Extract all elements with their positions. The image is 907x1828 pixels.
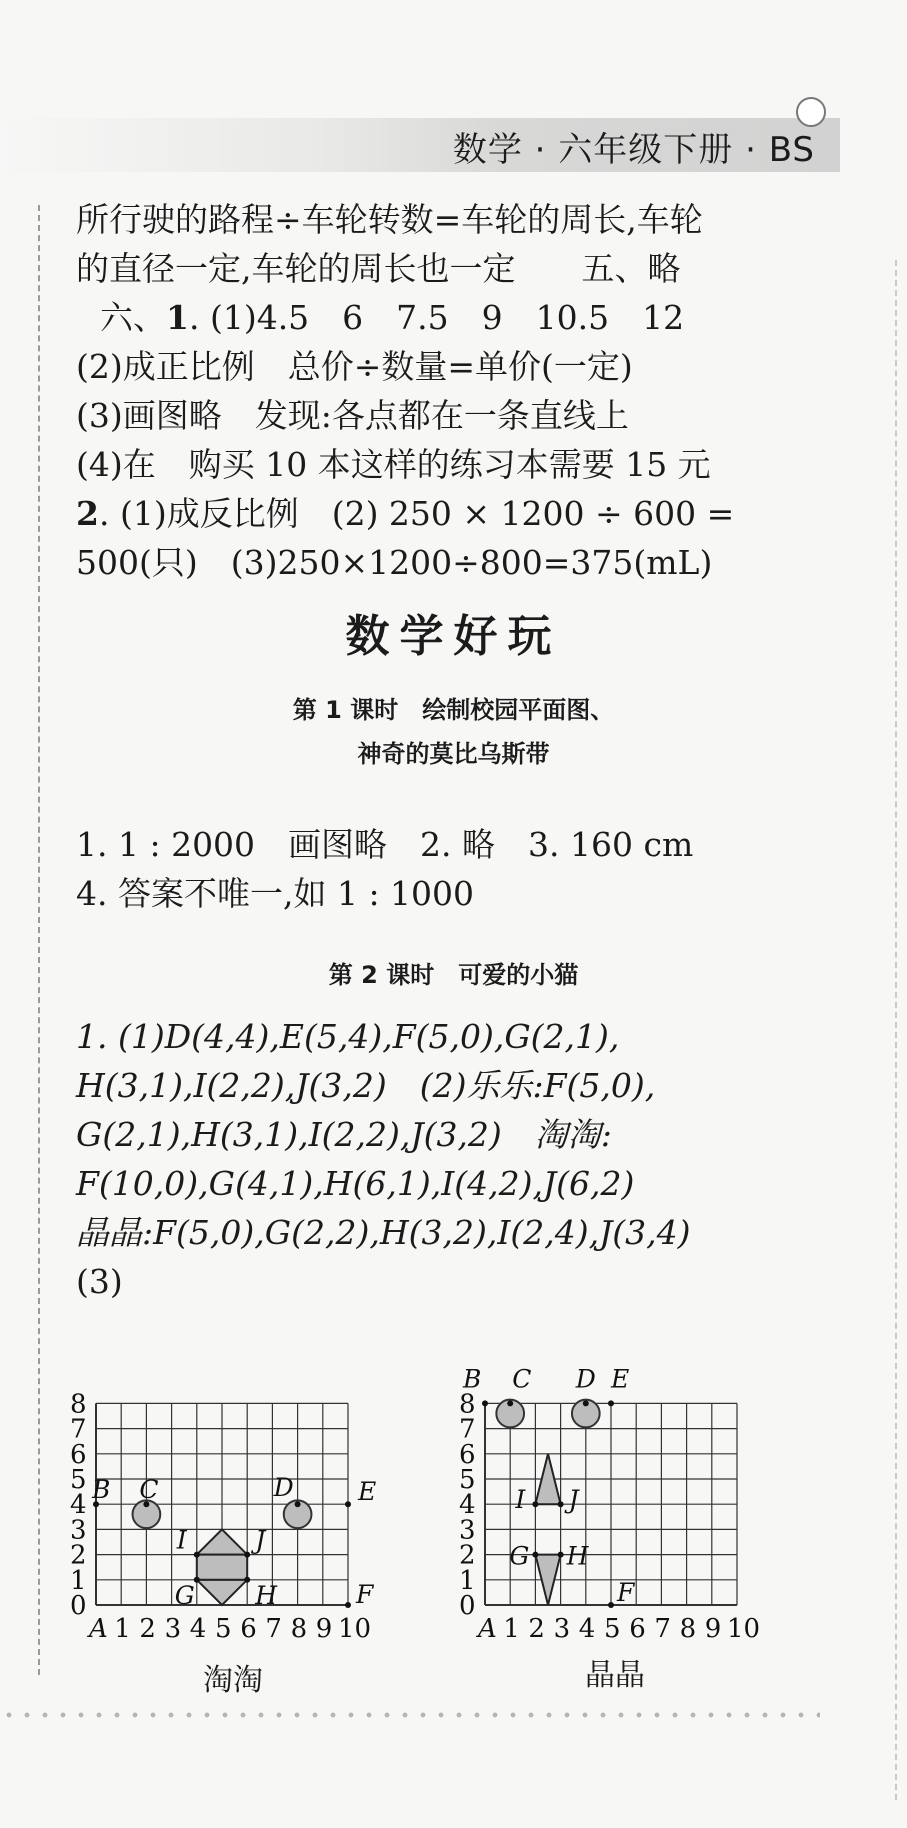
answer-line-5: (3)画图略 发现:各点都在一条直线上 (76, 396, 629, 435)
taotao-point-label-J: J (255, 1525, 266, 1555)
taotao-x-tick: 7 (265, 1614, 282, 1644)
taotao-point-label-G: G (174, 1580, 195, 1610)
jingjing-point-H (558, 1552, 564, 1558)
section-title: 数学好玩 (345, 611, 562, 662)
lesson-1-answer-line-2: 4. 答案不唯一,如 1 : 1000 (76, 874, 475, 913)
lesson-2-title: 第 2 课时 可爱的小猫 (328, 961, 579, 989)
taotao-y-tick: 3 (70, 1515, 87, 1546)
jingjing-y-tick: 3 (459, 1515, 476, 1546)
jingjing-point-label-I: I (515, 1485, 526, 1515)
taotao-x-tick: 4 (189, 1614, 207, 1644)
jingjing-point-F (608, 1602, 614, 1608)
taotao-x-tick: 2 (139, 1614, 156, 1644)
bottom-dotted-border (0, 1700, 820, 1730)
taotao-x-tick: A (89, 1614, 108, 1644)
taotao-point-label-C: C (139, 1475, 159, 1505)
jingjing-point-I (532, 1501, 538, 1507)
answer-line-3 (100, 298, 845, 337)
lesson-2-answer-line-4: F(10,0),G(4,1),H(6,1),I(4,2),J(6,2) (76, 1164, 635, 1203)
jingjing-point-G (532, 1552, 538, 1558)
jingjing-point-label-J: J (568, 1485, 579, 1515)
jingjing-y-tick: 2 (459, 1540, 476, 1571)
jingjing-y-tick: 0 (459, 1591, 476, 1621)
jingjing-point-label-C: C (512, 1364, 532, 1394)
taotao-point-F (345, 1602, 351, 1608)
answer-line-1: 所行驶的路程÷车轮转数=车轮的周长,车轮 (76, 200, 703, 239)
taotao-y-tick: 2 (70, 1540, 87, 1571)
jingjing-y-tick: 7 (459, 1414, 476, 1445)
taotao-point-E (345, 1501, 351, 1507)
taotao-x-tick: 8 (290, 1614, 308, 1644)
question-2-answer: . (1)成反比例 (2) 250 × 1200 ÷ 600 = (98, 494, 735, 533)
jingjing-point-label-B: B (463, 1364, 482, 1394)
taotao-point-label-D: D (273, 1473, 294, 1503)
lesson-2-answer-line-5: 晶晶:F(5,0),G(2,2),H(3,2),I(2,4),J(3,4) (76, 1213, 691, 1252)
taotao-y-tick: 5 (70, 1465, 87, 1495)
grid-jingjing (455, 1305, 795, 1645)
answer-line-4: (2)成正比例 总价÷数量=单价(一定) (76, 347, 633, 386)
jingjing-x-tick: 5 (604, 1614, 621, 1644)
jingjing-x-tick: A (478, 1614, 497, 1644)
answer-line-7 (76, 494, 821, 533)
taotao-shape (197, 1529, 247, 1554)
jingjing-point-label-G: G (509, 1541, 530, 1571)
taotao-x-tick: 9 (315, 1614, 333, 1644)
taotao-x-tick: 10 (338, 1614, 372, 1644)
taotao-point-D (295, 1501, 301, 1507)
taotao-point-label-B: B (92, 1475, 111, 1505)
jingjing-x-tick: 3 (553, 1614, 571, 1644)
jingjing-x-tick: 2 (528, 1614, 545, 1644)
caption-jingjing: 晶晶 (585, 1658, 645, 1693)
question-1-number: 1 (166, 298, 189, 337)
caption-taotao: 淘淘 (203, 1663, 263, 1698)
taotao-point-label-F: F (356, 1580, 374, 1609)
taotao-y-tick: 8 (70, 1389, 87, 1420)
taotao-shape (197, 1580, 247, 1605)
taotao-point-label-E: E (358, 1477, 377, 1507)
taotao-y-tick: 6 (70, 1439, 87, 1470)
taotao-x-tick: 5 (215, 1614, 232, 1644)
taotao-y-tick: 1 (70, 1565, 87, 1596)
question-2-number: 2 (76, 494, 99, 533)
jingjing-x-tick: 7 (654, 1614, 671, 1644)
taotao-x-tick: 3 (164, 1614, 182, 1644)
jingjing-x-tick: 6 (629, 1614, 646, 1644)
taotao-point-label-H: H (255, 1580, 278, 1610)
jingjing-point-label-E: E (611, 1364, 630, 1394)
section-six-label: 六、 (100, 298, 166, 337)
jingjing-x-tick: 8 (679, 1614, 697, 1644)
lesson-2-answer-line-6: (3) (76, 1262, 123, 1301)
taotao-shape (197, 1555, 247, 1580)
jingjing-y-tick: 8 (459, 1389, 476, 1420)
margin-dashed-line (38, 205, 40, 1675)
page-edge-dashed-line (895, 260, 907, 1800)
header-title: 数学 · 六年级下册 · BS (452, 130, 815, 170)
answer-line-6: (4)在 购买 10 本这样的练习本需要 15 元 (76, 445, 711, 484)
lesson-1-title-line-1: 第 1 课时 绘制校园平面图、 (292, 696, 615, 724)
lesson-2-answer-line-3: G(2,1),H(3,1),I(2,2),J(3,2) 淘淘: (76, 1115, 612, 1154)
jingjing-point-label-D: D (575, 1364, 596, 1394)
question-1-answer: . (1)4.5 6 7.5 9 10.5 12 (188, 298, 685, 337)
answer-line-2: 的直径一定,车轮的周长也一定 五、略 (76, 249, 681, 288)
jingjing-y-tick: 4 (459, 1490, 476, 1521)
taotao-x-tick: 6 (240, 1614, 257, 1644)
taotao-y-tick: 4 (70, 1490, 87, 1521)
lesson-1-answer-line-1: 1. 1 : 2000 画图略 2. 略 3. 160 cm (76, 825, 694, 864)
answer-line-8: 500(只) (3)250×1200÷800=375(mL) (76, 543, 713, 582)
jingjing-y-tick: 1 (459, 1565, 476, 1596)
jingjing-x-tick: 9 (704, 1614, 722, 1644)
jingjing-x-tick: 10 (727, 1614, 761, 1644)
lesson-2-answer-line-1: 1. (1)D(4,4),E(5,4),F(5,0),G(2,1), (76, 1017, 620, 1056)
jingjing-x-tick: 4 (578, 1614, 596, 1644)
jingjing-point-label-F: F (617, 1578, 635, 1607)
taotao-x-tick: 1 (114, 1614, 131, 1644)
jingjing-point-C (507, 1400, 513, 1406)
jingjing-x-tick: 1 (503, 1614, 520, 1644)
grid-taotao (60, 1325, 420, 1645)
taotao-point-label-I: I (176, 1525, 187, 1555)
taotao-point-J (244, 1552, 250, 1558)
lesson-1-title-line-2: 神奇的莫比乌斯带 (357, 740, 550, 768)
taotao-y-tick: 0 (70, 1591, 87, 1621)
jingjing-y-tick: 6 (459, 1439, 476, 1470)
jingjing-point-D (583, 1400, 589, 1406)
taotao-y-tick: 7 (70, 1414, 87, 1445)
taotao-point-I (194, 1552, 200, 1558)
jingjing-y-tick: 5 (459, 1465, 476, 1495)
jingjing-point-label-H: H (566, 1541, 589, 1571)
lesson-2-answer-line-2: H(3,1),I(2,2),J(3,2) (2)乐乐:F(5,0), (76, 1066, 656, 1105)
taotao-point-H (244, 1577, 250, 1583)
jingjing-point-E (608, 1400, 614, 1406)
jingjing-point-B (482, 1400, 488, 1406)
jingjing-point-J (558, 1501, 564, 1507)
